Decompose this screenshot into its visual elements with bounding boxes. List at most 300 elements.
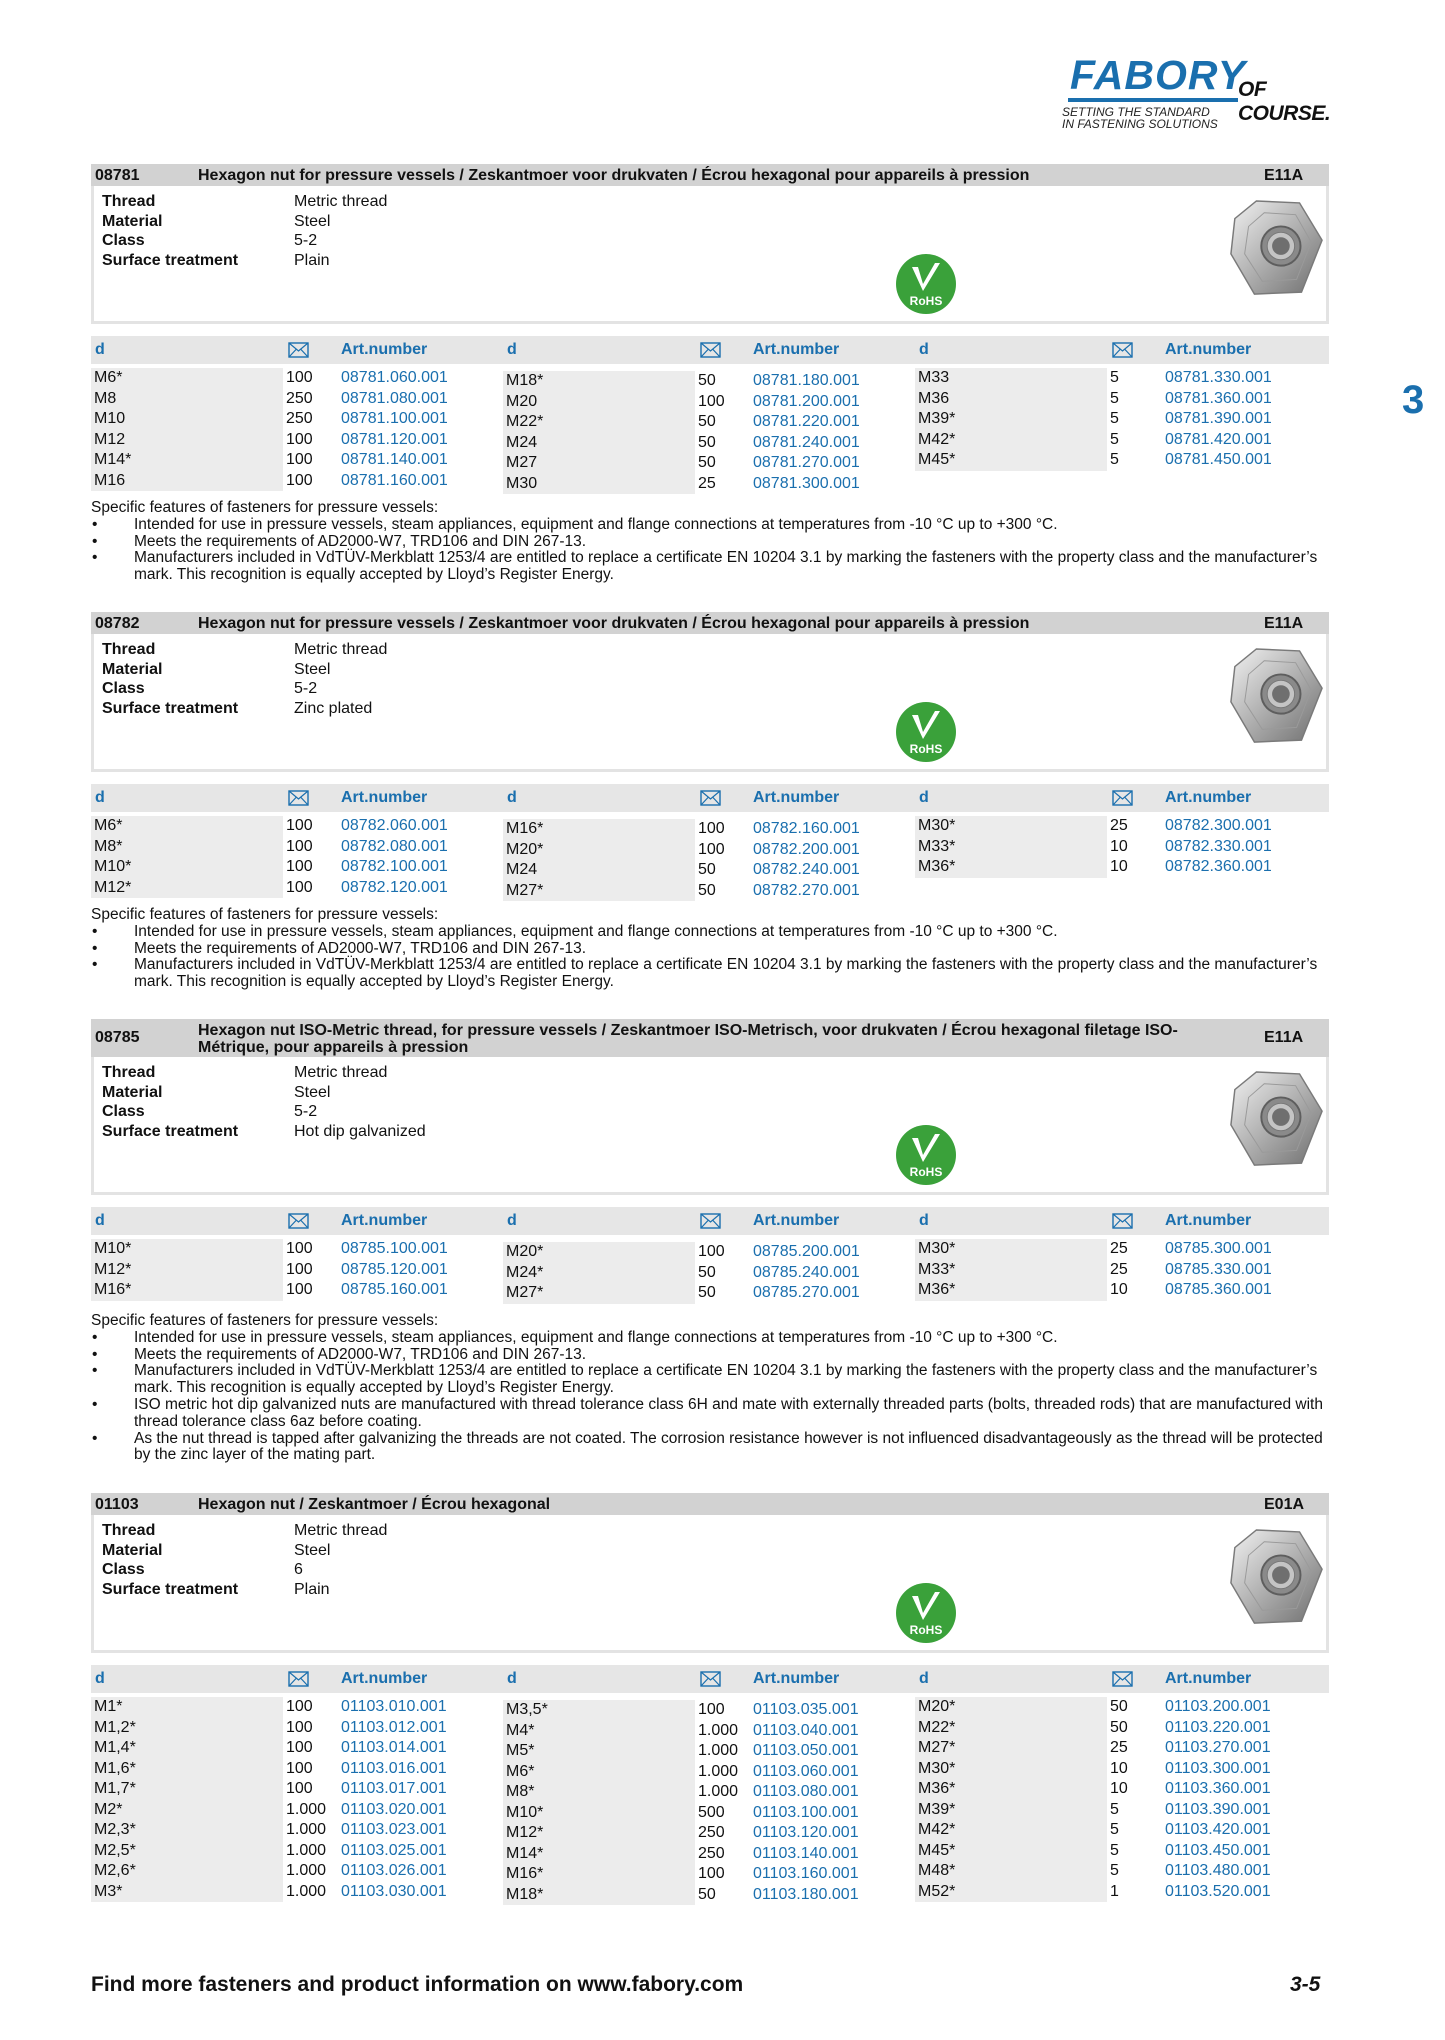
quantity-column <box>1110 1239 1128 1301</box>
quantity-value: 100 <box>286 1739 313 1756</box>
art-number-link[interactable]: 01103.026.001 <box>341 1862 447 1879</box>
quantity-value: 1.000 <box>286 1800 327 1818</box>
art-number-link[interactable]: 08782.240.001 <box>753 861 860 878</box>
package-quantity-icon <box>1112 342 1133 358</box>
rohs-badge-icon <box>895 1582 957 1644</box>
quantity-value: 1.000 <box>286 1821 327 1838</box>
art-number-link[interactable]: 01103.025.001 <box>341 1841 447 1859</box>
property-label: Surface treatment <box>102 1122 239 1140</box>
quantity-value: 10 <box>1110 1780 1128 1797</box>
quantity-value: 100 <box>286 837 313 855</box>
note-item: • Intended for use in pressure vessels, steam appliances, equipment and flange connections at temperatures from -10 °C up to +300 °C. <box>91 517 1331 534</box>
art-number-link[interactable]: 01103.160.001 <box>753 1865 859 1882</box>
art-number-link[interactable]: 01103.180.001 <box>753 1885 859 1903</box>
size-value: M16* <box>506 820 544 837</box>
art-number-column <box>1165 1697 1271 1902</box>
property-label: Material <box>102 1541 163 1559</box>
quantity-column <box>1110 816 1128 878</box>
notes-heading: Specific features of fasteners for pressure vessels: <box>91 906 439 923</box>
art-number-link[interactable]: 01103.060.001 <box>753 1762 859 1780</box>
rohs-label: RoHS <box>909 294 943 308</box>
art-number-link[interactable]: 01103.300.001 <box>1165 1759 1271 1777</box>
quantity-value: 1.000 <box>698 1783 739 1800</box>
art-number-link[interactable]: 08781.140.001 <box>341 451 448 468</box>
hex-nut-icon <box>1227 645 1325 747</box>
quantity-value: 100 <box>698 1701 725 1718</box>
art-number-link[interactable]: 01103.017.001 <box>341 1780 447 1797</box>
property-value: Metric thread <box>294 641 388 658</box>
quantity-value: 250 <box>286 389 313 407</box>
art-number-column <box>341 816 448 898</box>
properties-box <box>91 186 1329 324</box>
art-number-link[interactable]: 08781.240.001 <box>753 433 860 451</box>
size-value: M2* <box>94 1800 123 1818</box>
art-number-link[interactable]: 01103.270.001 <box>1165 1739 1271 1756</box>
size-column <box>91 1697 283 1902</box>
property-value: 5-2 <box>294 1103 318 1120</box>
size-value: M1* <box>94 1698 123 1715</box>
art-number-link[interactable]: 01103.040.001 <box>753 1721 859 1739</box>
property-row-surface <box>102 1580 387 1600</box>
size-column <box>91 816 283 898</box>
table-header <box>91 336 1329 364</box>
quantity-value: 25 <box>1110 1260 1128 1278</box>
art-number-link[interactable]: 08782.200.001 <box>753 840 860 858</box>
chapter-number: 3 <box>1402 378 1425 422</box>
column-header-d: d <box>95 789 105 806</box>
size-value: M16 <box>94 471 126 489</box>
property-value: Metric thread <box>294 1522 388 1539</box>
properties-box <box>91 1057 1329 1195</box>
art-number-link[interactable]: 08782.270.001 <box>753 881 860 899</box>
size-value: M36* <box>918 1780 956 1797</box>
quantity-value: 100 <box>698 1243 725 1260</box>
size-value: M27* <box>506 1284 544 1301</box>
quantity-value: 100 <box>286 369 313 386</box>
property-label: Thread <box>102 193 156 210</box>
quantity-value: 100 <box>286 1718 313 1736</box>
art-number-link[interactable]: 08781.160.001 <box>341 471 448 489</box>
size-value: M24 <box>506 861 538 878</box>
tagline-line-2: IN FASTENING SOLUTIONS <box>1062 117 1218 131</box>
quantity-value: 5 <box>1110 389 1119 407</box>
quantity-value: 50 <box>698 1263 716 1281</box>
size-value: M1,2* <box>94 1718 136 1736</box>
size-value: M36* <box>918 1281 956 1298</box>
art-number-link[interactable]: 08782.330.001 <box>1165 837 1272 855</box>
art-number-link[interactable]: 08782.300.001 <box>1165 817 1272 834</box>
property-row-class <box>102 1102 426 1122</box>
property-list <box>102 640 387 718</box>
quantity-column <box>1110 1697 1128 1902</box>
size-value: M20 <box>506 392 538 410</box>
note-item: • Meets the requirements of AD2000-W7, TRD106 and DIN 267-13. <box>91 1347 1331 1364</box>
quantity-value: 25 <box>1110 1739 1128 1756</box>
art-number-link[interactable]: 08781.420.001 <box>1165 430 1272 448</box>
brand-slogan: OF COURSE. <box>1238 78 1331 125</box>
art-number-link[interactable]: 08781.060.001 <box>341 369 448 386</box>
article-code: 08785 <box>95 1029 140 1046</box>
quantity-value: 100 <box>286 1281 313 1298</box>
art-number-column <box>341 1239 448 1301</box>
notes-08782 <box>91 907 1331 991</box>
art-number-link[interactable]: 01103.220.001 <box>1165 1718 1271 1736</box>
properties-box <box>91 1515 1329 1653</box>
art-number-link[interactable]: 01103.360.001 <box>1165 1780 1271 1797</box>
art-number-link[interactable]: 08785.240.001 <box>753 1263 860 1281</box>
art-number-link[interactable]: 01103.140.001 <box>753 1844 859 1862</box>
property-label: Class <box>102 1561 145 1578</box>
article-code: 08781 <box>95 167 140 184</box>
property-value: Steel <box>294 1083 331 1101</box>
size-column <box>91 1239 283 1301</box>
size-value: M6* <box>94 369 123 386</box>
property-row-thread <box>102 192 387 212</box>
quantity-column <box>698 371 725 494</box>
quantity-column <box>1110 368 1119 471</box>
size-column <box>915 368 1107 471</box>
property-label: Class <box>102 232 145 249</box>
art-number-link[interactable]: 01103.016.001 <box>341 1759 447 1777</box>
size-value: M12* <box>506 1824 544 1841</box>
hex-nut-icon <box>1227 197 1325 299</box>
section-header <box>91 1493 1329 1515</box>
size-value: M20* <box>918 1698 956 1715</box>
property-value: Zinc plated <box>294 699 373 717</box>
art-number-link[interactable]: 08782.060.001 <box>341 817 448 834</box>
brand-name: FABORY <box>1070 52 1247 98</box>
size-value: M10 <box>94 410 126 427</box>
column-header-art-number: Art.number <box>753 341 840 358</box>
property-row-material <box>102 660 387 680</box>
art-number-link[interactable]: 01103.120.001 <box>753 1824 859 1841</box>
quantity-column <box>698 819 725 901</box>
property-row-material <box>102 212 387 232</box>
art-number-link[interactable]: 08781.300.001 <box>753 474 860 492</box>
quantity-value: 25 <box>1110 817 1128 834</box>
note-item: • Manufacturers included in VdTÜV-Merkblatt 1253/4 are entitled to replace a certificate EN 10204 3.1 by marking the fasteners with the property class and the manufacturer’s mark. This recognition is equally accepted by Lloyd’s Register Energy. <box>91 1363 1331 1397</box>
quantity-value: 10 <box>1110 1281 1128 1298</box>
art-number-link[interactable]: 08785.200.001 <box>753 1243 860 1260</box>
column-header-d: d <box>919 789 929 806</box>
art-number-link[interactable]: 08781.080.001 <box>341 389 448 407</box>
footer-text: Find more fasteners and product information on www.fabory.com <box>91 1973 744 1996</box>
product-section-08781 <box>91 164 1329 556</box>
size-value: M2,5* <box>94 1841 136 1859</box>
grade-code: E11A <box>1264 167 1304 184</box>
art-number-link[interactable]: 01103.100.001 <box>753 1803 859 1821</box>
art-number-link[interactable]: 01103.480.001 <box>1165 1862 1271 1879</box>
property-value: Steel <box>294 660 331 678</box>
size-value: M22* <box>918 1718 956 1736</box>
size-value: M42* <box>918 1821 956 1838</box>
art-number-link[interactable]: 01103.390.001 <box>1165 1800 1271 1818</box>
page-number: 3-5 <box>1290 1973 1321 1996</box>
column-header-art-number: Art.number <box>753 1670 840 1687</box>
quantity-value: 5 <box>1110 1841 1119 1859</box>
size-value: M10* <box>94 1240 132 1257</box>
art-number-column <box>753 1700 859 1905</box>
art-number-link[interactable]: 08782.120.001 <box>341 878 448 896</box>
art-number-link[interactable]: 08781.100.001 <box>341 410 448 427</box>
size-value: M16* <box>94 1281 132 1298</box>
size-value: M3,5* <box>506 1701 548 1718</box>
quantity-value: 50 <box>698 881 716 899</box>
art-number-column <box>753 819 860 901</box>
package-quantity-icon <box>1112 1213 1133 1229</box>
property-value: Steel <box>294 212 331 230</box>
size-value: M1,4* <box>94 1739 136 1756</box>
art-number-link[interactable]: 08781.390.001 <box>1165 410 1272 427</box>
art-number-link[interactable]: 08781.120.001 <box>341 430 448 448</box>
column-header-art-number: Art.number <box>1165 341 1252 358</box>
column-header-d: d <box>919 1212 929 1229</box>
property-value: Steel <box>294 1541 331 1559</box>
size-value: M30 <box>506 474 538 492</box>
size-value: M10* <box>506 1803 544 1821</box>
article-table <box>91 1665 1329 1903</box>
art-number-link[interactable]: 08785.300.001 <box>1165 1240 1272 1257</box>
section-title: Hexagon nut for pressure vessels / Zeskantmoer voor drukvaten / Écrou hexagonal pour appareils à pression <box>198 615 1030 632</box>
art-number-link[interactable]: 08781.450.001 <box>1165 451 1272 468</box>
article-code: 01103 <box>95 1496 139 1513</box>
size-value: M20* <box>506 840 544 858</box>
size-value: M8* <box>506 1783 535 1800</box>
art-number-link[interactable]: 08782.160.001 <box>753 820 860 837</box>
property-row-class <box>102 231 387 251</box>
quantity-value: 5 <box>1110 451 1119 468</box>
note-item: • Meets the requirements of AD2000-W7, TRD106 and DIN 267-13. <box>91 534 1331 551</box>
note-item: • Intended for use in pressure vessels, steam appliances, equipment and flange connections at temperatures from -10 °C up to +300 °C. <box>91 924 1331 941</box>
column-header-d: d <box>507 789 517 806</box>
art-number-link[interactable]: 01103.420.001 <box>1165 1821 1271 1838</box>
size-value: M20* <box>506 1243 544 1260</box>
art-number-column <box>341 1697 447 1902</box>
art-number-column <box>753 371 860 494</box>
art-number-link[interactable]: 01103.010.001 <box>341 1698 447 1715</box>
grade-code: E11A <box>1264 1029 1304 1046</box>
quantity-value: 100 <box>286 1759 313 1777</box>
quantity-value: 5 <box>1110 410 1119 427</box>
rohs-badge-icon <box>895 701 957 763</box>
property-row-surface <box>102 699 387 719</box>
art-number-link[interactable]: 01103.035.001 <box>753 1701 859 1718</box>
art-number-link[interactable]: 01103.520.001 <box>1165 1882 1271 1900</box>
quantity-value: 500 <box>698 1803 725 1821</box>
quantity-value: 250 <box>698 1824 725 1841</box>
quantity-value: 5 <box>1110 1862 1119 1879</box>
size-value: M12* <box>94 1260 132 1278</box>
package-quantity-icon <box>288 790 309 806</box>
section-title: Hexagon nut for pressure vessels / Zeskantmoer voor drukvaten / Écrou hexagonal pour appareils à pression <box>198 167 1030 184</box>
art-number-link[interactable]: 01103.012.001 <box>341 1718 447 1736</box>
size-column <box>503 1242 695 1304</box>
size-value: M8* <box>94 837 123 855</box>
art-number-link[interactable]: 01103.020.001 <box>341 1800 447 1818</box>
quantity-value: 100 <box>286 1260 313 1278</box>
quantity-value: 1.000 <box>286 1841 327 1859</box>
hex-nut-icon <box>1227 1526 1325 1628</box>
art-number-link[interactable]: 08785.360.001 <box>1165 1281 1272 1298</box>
size-value: M14* <box>506 1844 544 1862</box>
property-row-surface <box>102 251 387 271</box>
note-item: • As the nut thread is tapped after galvanizing the threads are not coated. The corrosion resistance however is not influenced disadvantageously as the thread will be protected by the zinc layer of the mating part. <box>91 1431 1331 1465</box>
size-value: M42* <box>918 430 956 448</box>
size-value: M30* <box>918 817 956 834</box>
art-number-link[interactable]: 08782.080.001 <box>341 837 448 855</box>
quantity-value: 5 <box>1110 369 1119 386</box>
art-number-column <box>1165 816 1272 878</box>
quantity-value: 100 <box>286 1698 313 1715</box>
art-number-link[interactable]: 08785.330.001 <box>1165 1260 1272 1278</box>
art-number-link[interactable]: 08785.270.001 <box>753 1284 860 1301</box>
art-number-link[interactable]: 01103.030.001 <box>341 1882 447 1900</box>
property-row-thread <box>102 1521 387 1541</box>
rohs-badge-icon <box>895 253 957 315</box>
property-row-class <box>102 679 387 699</box>
quantity-value: 100 <box>286 817 313 834</box>
property-label: Class <box>102 680 145 697</box>
size-value: M8 <box>94 389 117 407</box>
size-column <box>915 1239 1107 1301</box>
column-header-art-number: Art.number <box>341 1212 428 1229</box>
art-number-link[interactable]: 01103.050.001 <box>753 1742 859 1759</box>
size-value: M1,7* <box>94 1780 136 1797</box>
column-header-d: d <box>919 341 929 358</box>
size-value: M52* <box>918 1882 956 1900</box>
art-number-link[interactable]: 08781.270.001 <box>753 454 860 471</box>
table-header <box>91 1207 1329 1235</box>
column-header-d: d <box>919 1670 929 1687</box>
art-number-link[interactable]: 01103.200.001 <box>1165 1698 1271 1715</box>
art-number-link[interactable]: 08781.330.001 <box>1165 369 1272 386</box>
quantity-value: 100 <box>286 430 313 448</box>
property-label: Material <box>102 660 163 678</box>
art-number-column <box>1165 1239 1272 1301</box>
art-number-link[interactable]: 08781.180.001 <box>753 372 860 389</box>
property-label: Surface treatment <box>102 251 239 269</box>
size-value: M12* <box>94 878 132 896</box>
quantity-value: 50 <box>698 454 716 471</box>
quantity-value: 100 <box>698 1865 725 1882</box>
quantity-value: 1.000 <box>698 1742 739 1759</box>
column-header-art-number: Art.number <box>341 789 428 806</box>
quantity-value: 5 <box>1110 1800 1119 1818</box>
art-number-column <box>753 1242 860 1304</box>
section-title: Hexagon nut ISO-Metric thread, for pressure vessels / Zeskantmoer ISO-Metrisch, voor drukvaten / Écrou hexagonal filetage ISO-Métrique, pour appareils à pression <box>198 1022 1178 1056</box>
section-header <box>91 1019 1329 1057</box>
quantity-value: 10 <box>1110 858 1128 875</box>
art-number-link[interactable]: 08782.100.001 <box>341 858 448 875</box>
art-number-column <box>1165 368 1272 471</box>
section-header <box>91 612 1329 634</box>
size-value: M30* <box>918 1240 956 1257</box>
brand-tagline <box>1062 106 1218 130</box>
size-value: M45* <box>918 451 956 468</box>
note-item: • Manufacturers included in VdTÜV-Merkblatt 1253/4 are entitled to replace a certificate EN 10204 3.1 by marking the fasteners with the property class and the manufacturer’s mark. This recognition is equally accepted by Lloyd’s Register Energy. <box>91 957 1331 991</box>
property-value: Plain <box>294 1580 330 1598</box>
column-header-art-number: Art.number <box>341 1670 428 1687</box>
size-value: M1,6* <box>94 1759 136 1777</box>
size-value: M33 <box>918 369 950 386</box>
quantity-value: 5 <box>1110 1821 1119 1838</box>
rohs-badge-icon <box>895 1124 957 1186</box>
note-item: • ISO metric hot dip galvanized nuts are manufactured with thread tolerance class 6H and mate with externally threaded parts (bolts, threaded rods) that are manufactured with thread tolerance class 6az before coating. <box>91 1397 1331 1431</box>
note-item: • Manufacturers included in VdTÜV-Merkblatt 1253/4 are entitled to replace a certificate EN 10204 3.1 by marking the fasteners with the property class and the manufacturer’s mark. This recognition is equally accepted by Lloyd’s Register Energy. <box>91 550 1331 584</box>
art-number-link[interactable]: 08782.360.001 <box>1165 858 1272 875</box>
quantity-value: 100 <box>286 471 313 489</box>
art-number-link[interactable]: 01103.080.001 <box>753 1783 859 1800</box>
quantity-column <box>286 1697 326 1902</box>
size-value: M5* <box>506 1742 535 1759</box>
art-number-link[interactable]: 08785.120.001 <box>341 1260 448 1278</box>
size-column <box>503 1700 695 1905</box>
column-header-art-number: Art.number <box>753 1212 840 1229</box>
quantity-value: 100 <box>286 1240 313 1257</box>
package-quantity-icon <box>288 1213 309 1229</box>
quantity-value: 50 <box>1110 1718 1128 1736</box>
property-value: 6 <box>294 1561 303 1578</box>
quantity-value: 100 <box>286 858 313 875</box>
quantity-column <box>286 368 313 491</box>
section-title: Hexagon nut / Zeskantmoer / Écrou hexagonal <box>198 1496 551 1513</box>
notes-08781 <box>91 500 1331 584</box>
art-number-link[interactable]: 08781.220.001 <box>753 413 860 430</box>
rohs-label: RoHS <box>909 1623 943 1637</box>
size-value: M30* <box>918 1759 956 1777</box>
quantity-value: 1.000 <box>286 1862 327 1879</box>
art-number-link[interactable]: 08785.100.001 <box>341 1240 448 1257</box>
size-value: M22* <box>506 413 544 430</box>
art-number-link[interactable]: 01103.450.001 <box>1165 1841 1271 1859</box>
column-header-art-number: Art.number <box>1165 1670 1252 1687</box>
art-number-link[interactable]: 01103.014.001 <box>341 1739 447 1756</box>
article-code: 08782 <box>95 615 140 632</box>
package-quantity-icon <box>288 342 309 358</box>
size-column <box>91 368 283 491</box>
property-value: Hot dip galvanized <box>294 1122 426 1140</box>
note-item: • Intended for use in pressure vessels, steam appliances, equipment and flange connections at temperatures from -10 °C up to +300 °C. <box>91 1330 1331 1347</box>
art-number-link[interactable]: 01103.023.001 <box>341 1821 447 1838</box>
size-value: M3* <box>94 1882 123 1900</box>
column-header-d: d <box>507 1212 517 1229</box>
quantity-value: 10 <box>1110 1759 1128 1777</box>
package-quantity-icon <box>700 790 721 806</box>
size-value: M36 <box>918 389 950 407</box>
section-header <box>91 164 1329 186</box>
quantity-value: 1.000 <box>698 1762 739 1780</box>
property-list <box>102 1521 387 1599</box>
quantity-value: 50 <box>1110 1698 1128 1715</box>
size-value: M48* <box>918 1862 956 1879</box>
art-number-link[interactable]: 08781.360.001 <box>1165 389 1272 407</box>
package-quantity-icon <box>700 1213 721 1229</box>
size-value: M2,6* <box>94 1862 136 1879</box>
property-value: Metric thread <box>294 193 388 210</box>
size-value: M24 <box>506 433 538 451</box>
art-number-link[interactable]: 08781.200.001 <box>753 392 860 410</box>
grade-code: E11A <box>1264 615 1304 632</box>
size-value: M14* <box>94 451 132 468</box>
quantity-column <box>286 1239 313 1301</box>
grade-code: E01A <box>1264 1496 1305 1513</box>
size-value: M16* <box>506 1865 544 1882</box>
property-label: Thread <box>102 641 156 658</box>
size-column <box>915 1697 1107 1902</box>
art-number-link[interactable]: 08785.160.001 <box>341 1281 448 1298</box>
size-value: M18* <box>506 1885 544 1903</box>
art-number-column <box>341 368 448 491</box>
